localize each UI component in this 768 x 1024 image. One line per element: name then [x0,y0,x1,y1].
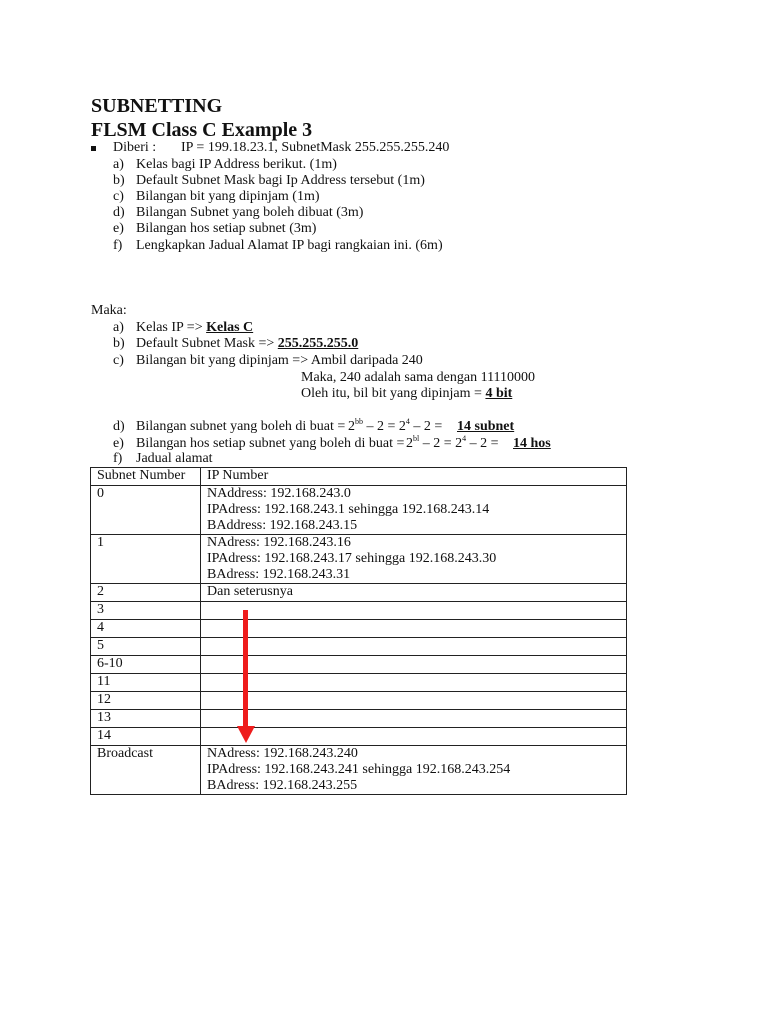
ip-number-line: NAddress: 192.168.243.0 [207,486,351,501]
answer-a-value: Kelas C [206,320,254,335]
table-row [91,674,627,692]
formula-base: 2 [398,419,406,434]
given-item-letter: d) [113,205,125,220]
table-row [91,584,627,602]
ip-number-line: IPAdress: 192.168.243.1 sehingga 192.168.243.14 [207,502,490,517]
answer-d-value: 14 subnet [457,419,515,434]
ip-number-cell [201,602,627,620]
given-text: IP = 199.18.23.1, SubnetMask 255.255.255.240 [181,140,450,155]
table-row [91,746,627,795]
given-item-letter: b) [113,173,125,188]
subnet-number-cell: 1 [91,535,201,584]
answer-f-text: Jadual alamat [136,451,213,466]
formula-rest: – 2 = [419,436,456,451]
answer-c-line3 [301,386,512,402]
table-row [91,535,627,584]
ip-number-cell [201,535,627,584]
table-row [91,620,627,638]
subnet-number-cell: 2 [91,584,201,602]
given-item-text: Bilangan hos setiap subnet (3m) [136,221,317,236]
subnet-number-cell: 6-10 [91,656,201,674]
ip-number-cell [201,692,627,710]
table-row [91,486,627,535]
given-item-text: Lengkapkan Jadual Alamat IP bagi rangkaian ini. (6m) [136,238,443,253]
answer-b-value: 255.255.255.0 [277,336,359,351]
table-row [91,692,627,710]
answer-b-text: Default Subnet Mask => [136,336,278,351]
formula-exponent: 4 [462,434,467,443]
ip-number-line: NAdress: 192.168.243.240 [207,746,358,761]
formula-exponent: bl [413,434,420,443]
given-item-text: Bilangan Subnet yang boleh dibuat (3m) [136,205,364,220]
ip-number-line: IPAdress: 192.168.243.17 sehingga 192.168.243.30 [207,551,497,566]
answer-d-text: Bilangan subnet yang boleh di buat = [136,419,346,434]
formula-rest: – 2 = [466,436,499,451]
given-label: Diberi : [113,140,157,155]
given-item-text: Bilangan bit yang dipinjam (1m) [136,189,320,204]
subnet-number-cell: 11 [91,674,201,692]
given-item-letter: c) [113,189,124,204]
ip-number-cell [201,486,627,535]
ip-number-line: BAdress: 192.168.243.31 [207,567,351,582]
ip-number-cell [201,656,627,674]
down-arrow-icon [236,610,256,744]
given-item-letter: e) [113,221,124,236]
formula-rest: – 2 = [363,419,399,434]
formula-rest: – 2 = [409,419,443,434]
column-header-ip: IP Number [201,468,627,486]
answer-c-value: 4 bit [485,386,513,401]
answer-b [136,336,358,352]
ip-number-line: Dan seterusnya [207,584,293,599]
subnet-number-cell: 3 [91,602,201,620]
subnet-number-cell: 13 [91,710,201,728]
answer-label: Maka: [91,303,127,318]
ip-number-line: BAdress: 192.168.243.255 [207,778,358,793]
subnet-number-cell: 4 [91,620,201,638]
column-header-subnet: Subnet Number [91,468,201,486]
given-item-letter: a) [113,157,124,172]
subnet-number-cell: Broadcast [91,746,201,795]
ip-number-cell [201,620,627,638]
formula-base: 2 [406,436,413,451]
table-body [91,486,627,795]
answer-a-letter: a) [113,320,124,335]
answer-f-letter: f) [113,451,123,466]
subnet-number-cell: 12 [91,692,201,710]
table-row [91,656,627,674]
square-bullet-icon [91,146,96,151]
ip-number-line: IPAdress: 192.168.243.241 sehingga 192.168.243.254 [207,762,511,777]
table-row [91,638,627,656]
given-item-letter: f) [113,238,123,253]
formula-base: 2 [348,419,355,434]
table-row [91,728,627,746]
formula-exponent: bb [355,417,363,426]
formula-exponent: 4 [405,417,410,426]
formula-base: 2 [455,436,463,451]
ip-number-cell [201,746,627,795]
ip-number-cell [201,710,627,728]
subnet-number-cell: 0 [91,486,201,535]
answer-d-formula [348,419,442,435]
table-header-row [91,468,627,486]
answer-e-letter: e) [113,436,124,451]
answer-a-text: Kelas IP => [136,320,207,335]
subnet-number-cell: 5 [91,638,201,656]
ip-number-line: NAdress: 192.168.243.16 [207,535,351,550]
address-table [90,467,627,795]
document-subtitle: FLSM Class C Example 3 [91,119,313,141]
subnet-number-cell: 14 [91,728,201,746]
given-item-text: Kelas bagi IP Address berikut. (1m) [136,157,337,172]
answer-b-letter: b) [113,336,125,351]
answer-e-text: Bilangan hos setiap subnet yang boleh di buat = [136,436,405,451]
table-row [91,710,627,728]
given-item-text: Default Subnet Mask bagi Ip Address tersebut (1m) [136,173,425,188]
answer-a [136,320,253,336]
ip-number-cell [201,674,627,692]
answer-c-letter: c) [113,353,124,368]
ip-number-cell [201,728,627,746]
answer-c-line2: Maka, 240 adalah sama dengan 11110000 [301,370,536,385]
answer-c-text: Bilangan bit yang dipinjam => Ambil daripada 240 [136,353,423,368]
answer-e-value: 14 hos [513,436,551,451]
answer-d-letter: d) [113,419,125,434]
ip-number-line: BAddress: 192.168.243.15 [207,518,358,533]
ip-number-cell [201,584,627,602]
answer-c-line3-text: Oleh itu, bil bit yang dipinjam = [301,386,486,401]
document-title: SUBNETTING [91,95,223,117]
table-row [91,602,627,620]
ip-number-cell [201,638,627,656]
answer-e-formula [406,436,499,452]
